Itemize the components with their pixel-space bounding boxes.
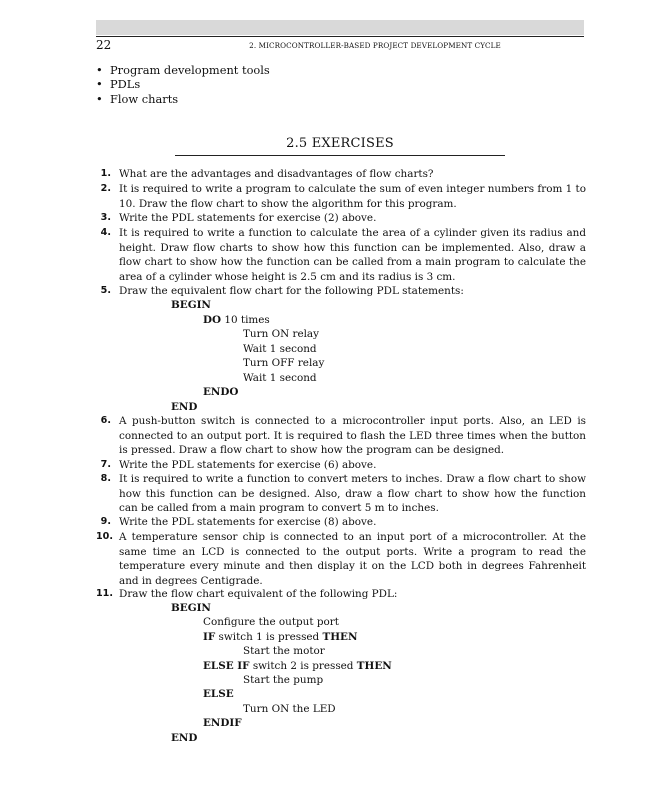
pdl-statement: Configure the output port — [203, 616, 339, 628]
exercise-number: 8. — [100, 473, 111, 484]
pdl-then-keyword: THEN — [356, 660, 392, 672]
pdl-begin: BEGIN — [171, 299, 211, 311]
exercise-number: 11. — [96, 588, 113, 599]
pdl-endo: ENDO — [203, 386, 239, 398]
exercise-number: 7. — [100, 459, 111, 470]
exercise-number: 6. — [100, 415, 111, 426]
list-item: • Program development tools — [96, 63, 270, 77]
list-item: • Flow charts — [96, 92, 270, 106]
pdl-statement: Start the motor — [243, 645, 325, 657]
pdl-elseif-keyword: ELSE IF — [203, 660, 250, 672]
exercise-text: It is required to write a program to calculate the sum of even integer numbers from 1 to 10. Draw the flow chart to show the algorithm for this program. — [119, 183, 586, 210]
pdl-if-keyword: IF — [203, 631, 216, 643]
running-head: 2. MICROCONTROLLER-BASED PROJECT DEVELOPMENT CYCLE — [249, 41, 501, 50]
exercise-text: Write the PDL statements for exercise (8) above. — [119, 516, 377, 528]
pdl-begin: BEGIN — [171, 602, 211, 614]
exercise-number: 3. — [100, 212, 111, 223]
pdl-else: ELSE — [203, 688, 234, 700]
topic-list — [96, 63, 270, 106]
exercise-text: A push-button switch is connected to a microcontroller input ports. Also, an LED is connected to an output port. It is required to flash the LED three times when the button is pressed. Draw a flow chart to show how the program can be designed. — [119, 415, 586, 456]
pdl-statement: Start the pump — [243, 674, 324, 686]
section-rule — [175, 155, 505, 156]
exercise-number: 2. — [100, 183, 111, 194]
exercise-text: What are the advantages and disadvantages of flow charts? — [119, 168, 434, 180]
exercise-text: It is required to write a function to convert meters to inches. Draw a flow chart to show how this function can be designed. Also, draw a flow chart to show how the function can be called from a main program to convert 5 m to inches. — [119, 473, 586, 514]
exercise-text: Draw the equivalent flow chart for the following PDL statements: — [119, 285, 464, 297]
exercise-text: Write the PDL statements for exercise (2) above. — [119, 212, 377, 224]
exercise-text: Write the PDL statements for exercise (6) above. — [119, 459, 377, 471]
exercise-number: 9. — [100, 516, 111, 527]
pdl-if-line — [203, 630, 357, 645]
exercise-number: 10. — [96, 531, 113, 542]
pdl-do-keyword: DO — [203, 314, 222, 326]
pdl-do-line — [203, 313, 270, 328]
exercise-text: Draw the flow chart equivalent of the following PDL: — [119, 588, 398, 600]
pdl-statement: Turn ON relay — [243, 328, 320, 340]
header-bar — [96, 20, 584, 35]
header-rule — [96, 36, 584, 37]
pdl-statement: Turn ON the LED — [243, 703, 336, 715]
pdl-endif: ENDIF — [203, 717, 242, 729]
pdl-do-rest: 10 times — [221, 314, 270, 326]
pdl-then-keyword: THEN — [322, 631, 358, 643]
pdl-elseif-line — [203, 659, 392, 674]
pdl-statement: Wait 1 second — [243, 343, 317, 355]
exercise-number: 4. — [100, 227, 111, 238]
pdl-elseif-condition: switch 2 is pressed — [249, 660, 357, 672]
pdl-if-condition: switch 1 is pressed — [215, 631, 323, 643]
exercise-number: 1. — [100, 168, 111, 179]
section-title: 2.5 EXERCISES — [286, 136, 394, 151]
page-number: 22 — [96, 38, 112, 52]
pdl-end: END — [171, 401, 198, 413]
pdl-statement: Wait 1 second — [243, 372, 317, 384]
exercise-text: It is required to write a function to calculate the area of a cylinder given its radius and height. Draw flow charts to show how this function can be implemented. Also, draw a flow chart to show how the function can be called from a main program to calculate the area of a cylinder whose height is 2.5 cm and its radius is 3 cm. — [119, 227, 586, 283]
pdl-end: END — [171, 732, 198, 744]
list-item: • PDLs — [96, 77, 270, 91]
pdl-statement: Turn OFF relay — [243, 357, 325, 369]
exercise-text: A temperature sensor chip is connected to an input port of a microcontroller. At the same time an LCD is connected to the output ports. Write a program to read the temperature every minute and then display it on the LCD both in degrees Fahrenheit and in degrees Centigrade. — [119, 531, 586, 587]
exercise-number: 5. — [100, 285, 111, 296]
